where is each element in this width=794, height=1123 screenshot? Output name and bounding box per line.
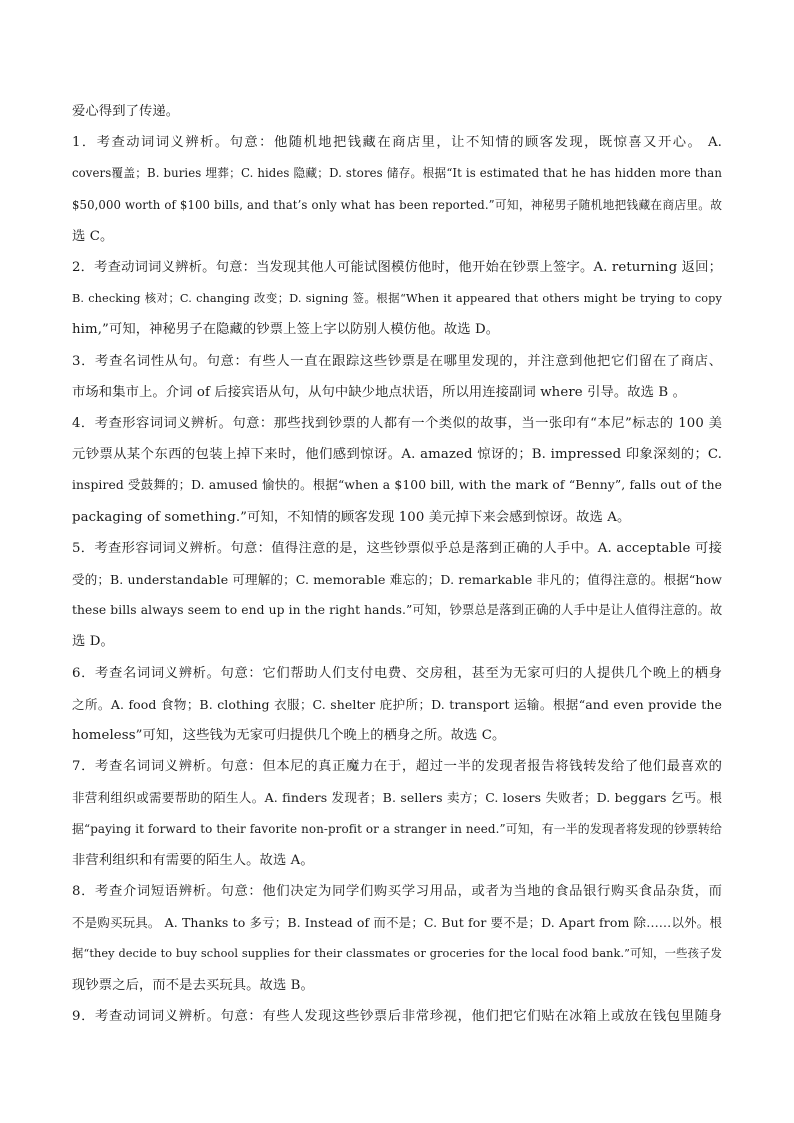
explanation-item-1	[72, 127, 722, 252]
text-line: 4．考查形容词词义辨析。句意：那些找到钞票的人都有一个类似的故事，当一张印有“本尼”标志的 100 美	[72, 416, 722, 432]
text-line: 8．考查介词短语辨析。句意：他们决定为同学们购买学习用品，或者为当地的食品银行购买食品杂货，而	[72, 884, 722, 900]
text-line: 爱心得到了传递。	[72, 104, 180, 119]
text-line: B. checking 核对；C. changing 改变；D. signing 签。根据“When it appeared that others might be trying to copy	[72, 292, 722, 306]
text-line: covers覆盖；B. buries 埋葬；C. hides 隐藏；D. stores 储存。根据“It is estimated that he has hidden more than	[72, 166, 722, 181]
text-line: 2．考查动词词义辨析。句意：当发现其他人可能试图模仿他时，他开始在钞票上签字。A. returning 返回；	[72, 260, 722, 276]
intro-paragraph	[72, 96, 722, 127]
explanation-item-6	[72, 658, 722, 752]
text-line: 9．考查动词词义辨析。句意：有些人发现这些钞票后非常珍视，他们把它们贴在冰箱上或放在钱包里随身	[72, 1008, 722, 1024]
text-line: 元钞票从某个东西的包装上掉下来时，他们感到惊讶。A. amazed 惊讶的；B. impressed 印象深刻的；C.	[72, 447, 722, 463]
text-line: 据“they decide to buy school supplies for their classmates or groceries for the local food bank.”可知，一些孩子发	[72, 947, 722, 961]
text-line: 不是购买玩具。 A. Thanks to 多亏；B. Instead of 而不是；C. But for 要不是；D. Apart from 除……以外。根	[72, 915, 722, 931]
text-line: inspired 受鼓舞的；D. amused 愉快的。根据“when a $100 bill, with the mark of “Benny”, falls out of the	[72, 478, 722, 493]
explanation-item-5	[72, 533, 722, 658]
explanation-item-2	[72, 252, 722, 346]
text-line: 据“paying it forward to their favorite non-profit or a stranger in need.”可知，有一半的发现者将发现的钞票转给	[72, 821, 722, 836]
text-line: 现钞票之后，而不是去买玩具。故选 B。	[72, 977, 314, 993]
text-line: 1．考查动词词义辨析。句意：他随机地把钱藏在商店里，让不知情的顾客发现，既惊喜又开心。 A.	[72, 135, 722, 151]
text-line: 选 C。	[72, 228, 114, 244]
text-line: packaging of something.”可知，不知情的顾客发现 100 美元掉下来会感到惊讶。故选 A。	[72, 509, 631, 525]
text-line: 5．考查形容词词义辨析。句意：值得注意的是，这些钞票似乎总是落到正确的人手中。A. acceptable 可接	[72, 540, 722, 556]
explanation-item-9	[72, 1001, 722, 1032]
text-line: him,”可知，神秘男子在隐藏的钞票上签上字以防别人模仿他。故选 D。	[72, 322, 500, 338]
text-line: these bills always seem to end up in the right hands.”可知，钞票总是落到正确的人手中是让人值得注意的。故	[72, 603, 723, 618]
text-line: 市场和集市上。介词 of 后接宾语从句，从句中缺少地点状语，所以用连接副词 where 引导。故选 B 。	[72, 384, 686, 400]
answer-explanations	[72, 96, 722, 1032]
explanation-item-7	[72, 751, 722, 876]
text-line: 非营利组织和有需要的陌生人。故选 A。	[72, 852, 314, 868]
explanation-item-3	[72, 346, 722, 408]
explanation-item-4	[72, 408, 722, 533]
text-line: 受的；B. understandable 可理解的；C. memorable 难忘的；D. remarkable 非凡的；值得注意的。根据“how	[72, 572, 722, 588]
text-line: homeless”可知，这些钱为无家可归提供几个晚上的栖身之所。故选 C。	[72, 728, 506, 744]
text-line: $50,000 worth of $100 bills, and that’s only what has been reported.”可知，神秘男子随机地把钱藏在商店里。故	[72, 197, 722, 212]
text-line: 选 D。	[72, 634, 114, 650]
text-line: 7．考查名词词义辨析。句意：但本尼的真正魔力在于，超过一半的发现者报告将钱转发给了他们最喜欢的	[72, 759, 722, 775]
text-line: 非营利组织或需要帮助的陌生人。A. finders 发现者；B. sellers 卖方；C. losers 失败者；D. beggars 乞丐。根	[72, 790, 722, 806]
text-line: 6．考查名词词义辨析。句意：它们帮助人们支付电费、交房租，甚至为无家可归的人提供几个晚上的栖身	[72, 665, 722, 681]
text-line: 之所。A. food 食物；B. clothing 衣服；C. shelter 庇护所；D. transport 运输。根据“and even provide the	[72, 696, 722, 712]
explanation-item-8	[72, 876, 722, 1001]
text-line: 3．考查名词性从句。句意：有些人一直在跟踪这些钞票是在哪里发现的，并注意到他把它们留在了商店、	[72, 353, 722, 369]
